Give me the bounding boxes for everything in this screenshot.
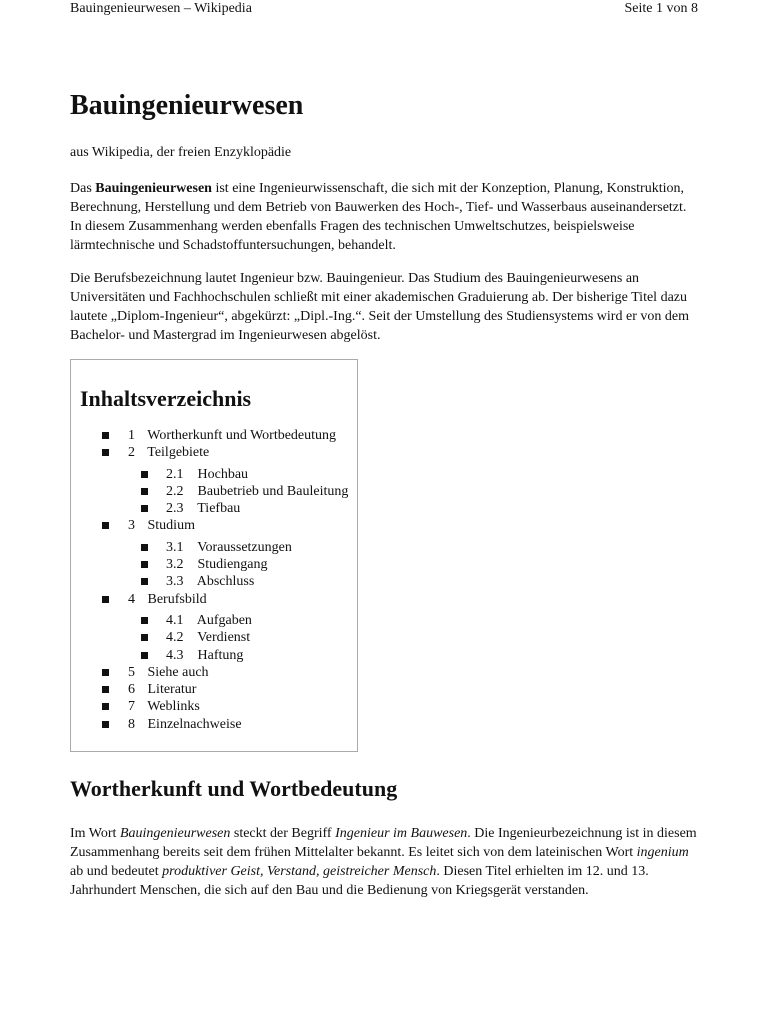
section-heading-wortherkunft: Wortherkunft und Wortbedeutung: [70, 776, 398, 802]
toc-label: Haftung: [197, 647, 244, 663]
bullet-icon: [102, 721, 109, 728]
toc-item-1[interactable]: [80, 427, 357, 444]
toc-item-4[interactable]: [80, 591, 357, 608]
toc-item-3-3[interactable]: [80, 573, 357, 590]
bullet-icon: [141, 544, 148, 551]
section-paragraph: [70, 824, 700, 900]
intro-paragraph-1: [70, 179, 700, 255]
toc-number: 4.3: [166, 647, 184, 663]
table-of-contents: [70, 359, 358, 752]
toc-number: 2.3: [166, 501, 184, 517]
toc-item-7[interactable]: [80, 698, 357, 715]
intro-paragraph-2: Die Berufsbezeichnung lautet Ingenieur bzw. Bauingenieur. Das Studium des Bauingenieurwesens an Universitäten und Fachhochschulen schließt mit einer akademischen Graduierung ab. Der bisherige Titel dazu lautete „Diplom-Ingenieur“, abgekürzt: „Dipl.-Ing.“. Seit der Umstellung des Studiensystems wird er von dem Bachelor- und Mastergrad im Ingenieurwesen abgelöst.: [70, 271, 689, 343]
toc-title: Inhaltsverzeichnis: [80, 386, 252, 411]
bullet-icon: [141, 578, 148, 585]
page-number: Seite 1 von 8: [624, 1, 698, 16]
bullet-icon: [141, 561, 148, 568]
toc-label: Einzelnachweise: [147, 716, 242, 732]
toc-label: Siehe auch: [147, 664, 209, 680]
bullet-icon: [102, 432, 109, 439]
bullet-icon: [102, 596, 109, 603]
toc-number: 1: [128, 428, 135, 443]
toc-item-2[interactable]: [80, 444, 357, 461]
toc-label: Tiefbau: [197, 501, 241, 517]
toc-label: Studium: [147, 518, 195, 534]
toc-label: Hochbau: [197, 466, 249, 482]
toc-number: 7: [128, 699, 135, 715]
toc-number: 4: [128, 591, 135, 607]
intro-text-1a: Das: [70, 181, 96, 196]
page-header-title: Bauingenieurwesen – Wikipedia: [70, 1, 252, 16]
toc-item-3-1[interactable]: [80, 539, 357, 556]
article-content: [70, 86, 700, 914]
toc-label: Verdienst: [197, 630, 251, 646]
toc-label: Wortherkunft und Wortbedeutung: [147, 428, 337, 443]
text-run: . Diesen Titel erhielten im 12. und 13. Jahrhundert Menschen, die sich auf den Bau und die Bedienung von Kriegsgerät verstanden.: [70, 864, 649, 899]
toc-label: Literatur: [147, 682, 197, 698]
italic-term: produktiver Geist, Verstand, geistreicher Mensch: [162, 864, 437, 880]
bullet-icon: [141, 471, 148, 478]
toc-item-4-1[interactable]: [80, 612, 357, 629]
toc-number: 4.1: [166, 612, 184, 628]
toc-item-2-1[interactable]: [80, 466, 357, 483]
article-subtitle: aus Wikipedia, der freien Enzyklopädie: [70, 145, 292, 160]
toc-number: 6: [128, 682, 135, 698]
italic-term: ingenium: [636, 845, 689, 861]
toc-item-6[interactable]: [80, 681, 357, 698]
toc-number: 3: [128, 518, 135, 534]
toc-label: Voraussetzungen: [197, 539, 292, 555]
toc-label: Weblinks: [147, 699, 200, 715]
italic-term: Bauingenieurwesen: [119, 826, 231, 842]
italic-term: Ingenieur im Bauwesen: [335, 826, 468, 842]
toc-number: 4.2: [166, 630, 184, 646]
toc-number: 5: [128, 664, 135, 680]
bullet-icon: [141, 634, 148, 641]
toc-label: Abschluss: [196, 574, 255, 590]
running-header: [70, 0, 698, 20]
text-run: . Die Ingenieurbezeichnung ist in diesem Zusammenhang bereits seit dem frühen Mittelalter bekannt. Es leitet sich von dem lateinischen Wort: [70, 826, 697, 861]
toc-item-2-2[interactable]: [80, 483, 357, 500]
toc-item-3-2[interactable]: [80, 556, 357, 573]
toc-label: Studiengang: [197, 557, 268, 573]
toc-number: 2.1: [166, 466, 184, 482]
toc-number: 2.2: [166, 483, 184, 499]
toc-item-4-2[interactable]: [80, 629, 357, 646]
toc-item-5[interactable]: [80, 664, 357, 681]
bullet-icon: [102, 703, 109, 710]
page-title: Bauingenieurwesen: [70, 90, 304, 121]
bullet-icon: [102, 686, 109, 693]
toc-label: Berufsbild: [147, 591, 207, 607]
toc-item-2-3[interactable]: [80, 500, 357, 517]
bullet-icon: [102, 669, 109, 676]
toc-label: Aufgaben: [196, 612, 252, 628]
bullet-icon: [141, 617, 148, 624]
toc-item-8[interactable]: [80, 716, 357, 733]
toc-item-3[interactable]: [80, 517, 357, 534]
toc-number: 3.3: [166, 574, 184, 590]
toc-number: 2: [128, 445, 135, 461]
text-run: ab und bedeutet: [70, 864, 163, 880]
bullet-icon: [102, 449, 109, 456]
intro-bold-term: Bauingenieurwesen: [95, 181, 212, 196]
bullet-icon: [141, 488, 148, 495]
text-run: Im Wort: [70, 826, 120, 842]
toc-label: Baubetrieb und Bauleitung: [197, 483, 349, 499]
toc-number: 3.2: [166, 557, 184, 573]
toc-label: Teilgebiete: [147, 445, 210, 461]
bullet-icon: [102, 522, 109, 529]
toc-item-4-3[interactable]: [80, 647, 357, 664]
bullet-icon: [141, 652, 148, 659]
intro-text-1b: ist eine Ingenieurwissenschaft, die sich mit der Konzeption, Planung, Konstruktion, Berechnung, Herstellung und dem Betrieb von Bauwerken des Hoch-, Tief- und Wasserbaus auseinandersetzt. In diesem Zusammenhang werden ebenfalls Fragen des technischen Umweltschutzes, beispielsweise lärmtechnische und Schadstoffuntersuchungen, behandelt.: [70, 181, 687, 253]
toc-number: 3.1: [166, 539, 184, 555]
toc-list: [80, 427, 357, 733]
bullet-icon: [141, 505, 148, 512]
toc-number: 8: [128, 716, 135, 732]
text-run: steckt der Begriff: [230, 826, 336, 842]
